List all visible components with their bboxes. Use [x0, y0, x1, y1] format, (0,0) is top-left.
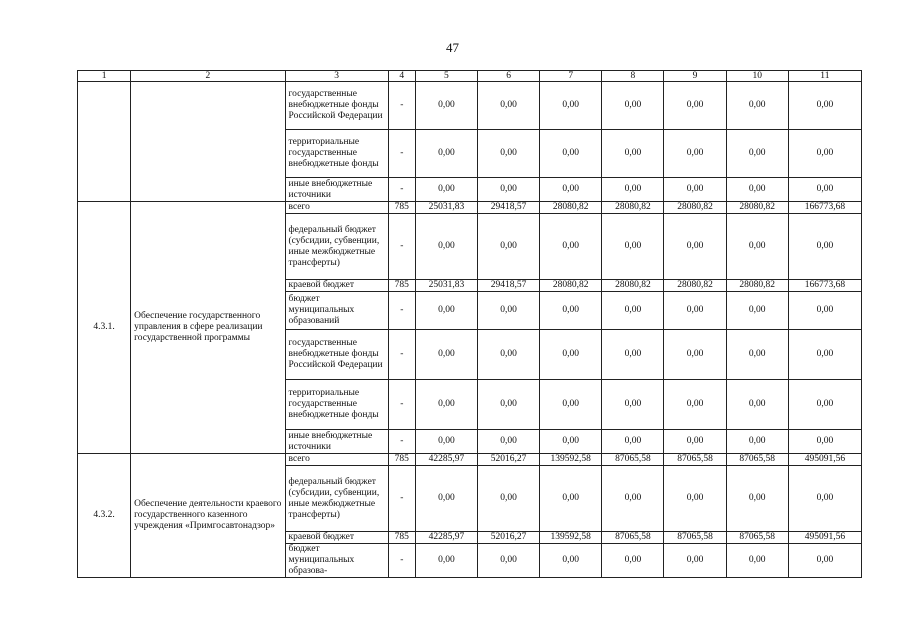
value-cell: 0,00	[415, 430, 477, 454]
value-cell: 0,00	[788, 466, 861, 532]
value-cell: 0,00	[415, 130, 477, 178]
value-cell: 0,00	[726, 380, 788, 430]
value-cell: 25031,83	[415, 202, 477, 214]
table-row	[78, 202, 862, 214]
value-cell: 0,00	[415, 330, 477, 380]
value-cell: 0,00	[415, 380, 477, 430]
value-cell: 87065,58	[726, 532, 788, 544]
value-cell: 0,00	[664, 380, 726, 430]
value-cell: 0,00	[415, 82, 477, 130]
value-cell: 0,00	[788, 380, 861, 430]
grbs-code: -	[388, 430, 415, 454]
grbs-code: 785	[388, 454, 415, 466]
value-cell: 0,00	[788, 544, 861, 578]
value-cell: 87065,58	[602, 454, 664, 466]
value-cell: 0,00	[664, 466, 726, 532]
value-cell: 0,00	[726, 214, 788, 280]
item-name: Обеспечение деятельности краевого государственного казенного учреждения «Примгосавтонадзор»	[131, 454, 285, 578]
grbs-code: -	[388, 544, 415, 578]
column-header: 7	[540, 71, 602, 82]
value-cell: 0,00	[664, 430, 726, 454]
value-cell: 495091,56	[788, 532, 861, 544]
funding-source: всего	[285, 202, 388, 214]
value-cell: 0,00	[540, 380, 602, 430]
value-cell: 0,00	[788, 292, 861, 330]
value-cell: 0,00	[726, 330, 788, 380]
table-body	[78, 82, 862, 578]
value-cell: 0,00	[726, 292, 788, 330]
value-cell: 166773,68	[788, 202, 861, 214]
funding-source: бюджет муниципальных образова-	[285, 544, 388, 578]
value-cell: 29418,57	[477, 202, 539, 214]
table-header	[78, 71, 862, 82]
value-cell: 0,00	[726, 466, 788, 532]
funding-source: территориальные государственные внебюджетные фонды	[285, 380, 388, 430]
funding-source: всего	[285, 454, 388, 466]
grbs-code: -	[388, 130, 415, 178]
value-cell: 0,00	[788, 178, 861, 202]
funding-source: федеральный бюджет (субсидии, субвенции, иные межбюджетные трансферты)	[285, 466, 388, 532]
grbs-code: -	[388, 380, 415, 430]
value-cell: 0,00	[540, 330, 602, 380]
value-cell: 0,00	[540, 82, 602, 130]
value-cell: 495091,56	[788, 454, 861, 466]
value-cell: 0,00	[602, 292, 664, 330]
grbs-code: -	[388, 330, 415, 380]
value-cell: 87065,58	[664, 454, 726, 466]
value-cell: 0,00	[664, 292, 726, 330]
value-cell: 0,00	[602, 330, 664, 380]
value-cell: 0,00	[602, 466, 664, 532]
table-row	[78, 82, 862, 130]
table-row	[78, 454, 862, 466]
value-cell: 0,00	[788, 430, 861, 454]
value-cell: 0,00	[664, 330, 726, 380]
value-cell: 0,00	[602, 214, 664, 280]
value-cell: 87065,58	[602, 532, 664, 544]
value-cell: 0,00	[540, 292, 602, 330]
value-cell: 0,00	[602, 430, 664, 454]
column-header: 5	[415, 71, 477, 82]
value-cell: 0,00	[415, 178, 477, 202]
funding-source: иные внебюджетные источники	[285, 430, 388, 454]
page-number: 47	[446, 40, 459, 55]
column-header: 4	[388, 71, 415, 82]
value-cell: 0,00	[415, 466, 477, 532]
value-cell: 0,00	[788, 330, 861, 380]
column-header: 11	[788, 71, 861, 82]
value-cell: 42285,97	[415, 454, 477, 466]
value-cell: 166773,68	[788, 280, 861, 292]
value-cell: 0,00	[726, 178, 788, 202]
grbs-code: -	[388, 292, 415, 330]
value-cell: 0,00	[415, 544, 477, 578]
value-cell: 139592,58	[540, 532, 602, 544]
value-cell: 52016,27	[477, 454, 539, 466]
value-cell: 0,00	[477, 214, 539, 280]
grbs-code: 785	[388, 202, 415, 214]
value-cell: 0,00	[602, 380, 664, 430]
value-cell: 28080,82	[664, 280, 726, 292]
value-cell: 0,00	[664, 214, 726, 280]
value-cell: 28080,82	[664, 202, 726, 214]
value-cell: 87065,58	[664, 532, 726, 544]
value-cell: 139592,58	[540, 454, 602, 466]
value-cell: 0,00	[540, 430, 602, 454]
value-cell: 0,00	[477, 178, 539, 202]
value-cell: 28080,82	[540, 202, 602, 214]
item-code: 4.3.2.	[78, 454, 131, 578]
value-cell: 0,00	[477, 82, 539, 130]
funding-source: краевой бюджет	[285, 532, 388, 544]
value-cell: 0,00	[477, 292, 539, 330]
value-cell: 0,00	[477, 130, 539, 178]
budget-table	[77, 70, 862, 578]
value-cell: 25031,83	[415, 280, 477, 292]
column-header: 8	[602, 71, 664, 82]
value-cell: 52016,27	[477, 532, 539, 544]
value-cell: 0,00	[664, 82, 726, 130]
value-cell: 0,00	[664, 178, 726, 202]
value-cell: 0,00	[477, 380, 539, 430]
value-cell: 0,00	[477, 544, 539, 578]
value-cell: 0,00	[477, 430, 539, 454]
funding-source: иные внебюджетные источники	[285, 178, 388, 202]
grbs-code: -	[388, 82, 415, 130]
item-name: Обеспечение государственного управления в сфере реализации государственной программы	[131, 202, 285, 454]
value-cell: 0,00	[415, 292, 477, 330]
header-row	[78, 71, 862, 82]
value-cell: 28080,82	[540, 280, 602, 292]
value-cell: 0,00	[477, 330, 539, 380]
grbs-code: -	[388, 178, 415, 202]
value-cell: 0,00	[540, 214, 602, 280]
value-cell: 0,00	[726, 82, 788, 130]
value-cell: 87065,58	[726, 454, 788, 466]
value-cell: 29418,57	[477, 280, 539, 292]
value-cell: 0,00	[602, 130, 664, 178]
item-code	[78, 82, 131, 202]
column-header: 2	[131, 71, 285, 82]
column-header: 3	[285, 71, 388, 82]
column-header: 1	[78, 71, 131, 82]
value-cell: 0,00	[664, 544, 726, 578]
grbs-code: 785	[388, 280, 415, 292]
value-cell: 42285,97	[415, 532, 477, 544]
funding-source: государственные внебюджетные фонды Российской Федерации	[285, 330, 388, 380]
value-cell: 0,00	[540, 130, 602, 178]
value-cell: 0,00	[726, 130, 788, 178]
value-cell: 0,00	[788, 214, 861, 280]
item-name	[131, 82, 285, 202]
grbs-code: -	[388, 466, 415, 532]
funding-source: бюджет муниципальных образований	[285, 292, 388, 330]
value-cell: 0,00	[664, 130, 726, 178]
value-cell: 0,00	[788, 82, 861, 130]
value-cell: 0,00	[415, 214, 477, 280]
grbs-code: 785	[388, 532, 415, 544]
funding-source: государственные внебюджетные фонды Российской Федерации	[285, 82, 388, 130]
value-cell: 0,00	[540, 466, 602, 532]
value-cell: 0,00	[726, 430, 788, 454]
value-cell: 0,00	[540, 544, 602, 578]
grbs-code: -	[388, 214, 415, 280]
value-cell: 0,00	[726, 544, 788, 578]
value-cell: 0,00	[788, 130, 861, 178]
column-header: 10	[726, 71, 788, 82]
funding-source: территориальные государственные внебюджетные фонды	[285, 130, 388, 178]
value-cell: 0,00	[602, 82, 664, 130]
value-cell: 28080,82	[726, 280, 788, 292]
value-cell: 28080,82	[726, 202, 788, 214]
value-cell: 0,00	[602, 544, 664, 578]
value-cell: 0,00	[602, 178, 664, 202]
value-cell: 28080,82	[602, 202, 664, 214]
column-header: 6	[477, 71, 539, 82]
value-cell: 0,00	[540, 178, 602, 202]
item-code: 4.3.1.	[78, 202, 131, 454]
column-header: 9	[664, 71, 726, 82]
funding-source: федеральный бюджет (субсидии, субвенции, иные межбюджетные трансферты)	[285, 214, 388, 280]
funding-source: краевой бюджет	[285, 280, 388, 292]
value-cell: 0,00	[477, 466, 539, 532]
value-cell: 28080,82	[602, 280, 664, 292]
